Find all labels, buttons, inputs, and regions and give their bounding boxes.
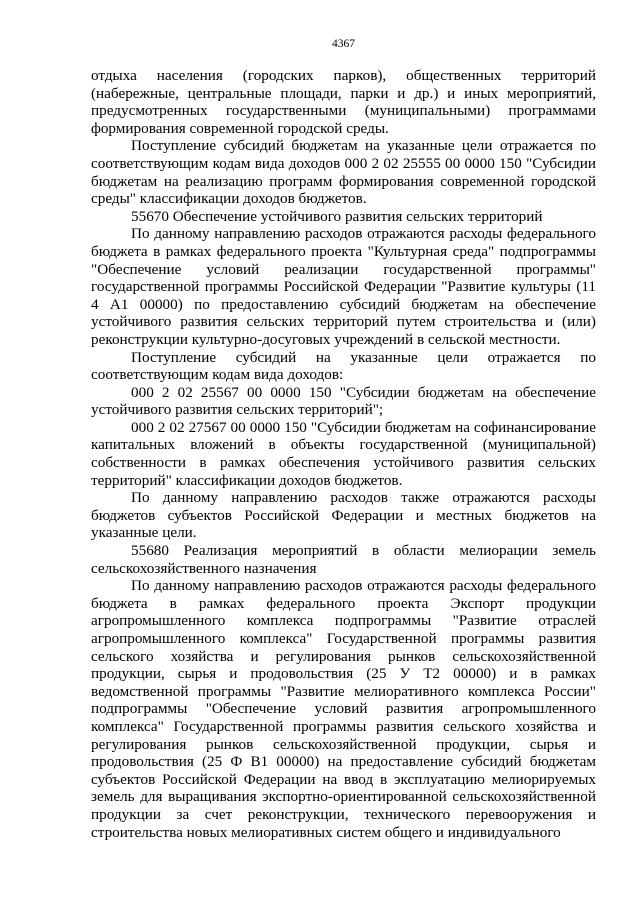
paragraph-5: Поступление субсидий на указанные цели отражается по соответствующим кодам вида доходов: [91, 348, 596, 384]
paragraph-1: отдыха населения (городских парков), общественных территорий (набережные, центральные площади, парки и др.) и иных мероприятий, предусмотренных государственными (муниципальными) программами формирования современной городской среды. [91, 67, 596, 137]
paragraph-6: 000 2 02 25567 00 0000 150 "Субсидии бюджетам на обеспечение устойчивого развития сельских территорий"; [91, 383, 596, 419]
paragraph-8: По данному направлению расходов также отражаются расходы бюджетов субъектов Российской Федерации и местных бюджетов на указанные цели. [91, 489, 596, 542]
paragraph-4: По данному направлению расходов отражаются расходы федерального бюджета в рамках федерального проекта "Культурная среда" подпрограммы "Обеспечение условий реализации государственной программы" государственной программы Российской Федерации "Развитие культуры (11 4 А1 00000) по предоставлению субсидий бюджетам на обеспечение устойчивого развития сельских территорий путем строительства и (или) реконструкции культурно-досуговых учреждений в сельской местности. [91, 225, 596, 348]
paragraph-7: 000 2 02 27567 00 0000 150 "Субсидии бюджетам на софинансирование капитальных вложений в объекты государственной (муниципальной) собственности в рамках обеспечения устойчивого развития сельских территорий" классификации доходов бюджетов. [91, 418, 596, 489]
section-heading-55680: 55680 Реализация мероприятий в области мелиорации земель сельскохозяйственного назначения [91, 542, 596, 577]
section-heading-55670: 55670 Обеспечение устойчивого развития сельских территорий [131, 207, 543, 225]
page-number: 4367 [332, 38, 355, 50]
paragraph-2: Поступление субсидий бюджетам на указанные цели отражается по соответствующим кодам вида доходов 000 2 02 25555 00 0000 150 "Субсидии бюджетам на реализацию программ формирования современной городской среды" классификации доходов бюджетов. [91, 137, 596, 208]
paragraph-10: По данному направлению расходов отражаются расходы федерального бюджета в рамках федерального проекта Экспорт продукции агропромышленного комплекса подпрограммы "Развитие отраслей агропромышленного комплекса" Государственной программы развития сельского хозяйства и регулирования рынков сельскохозяйственной продукции, сырья и продовольствия (25 У Т2 00000) и в рамках ведомственной программы "Развитие мелиоративного комплекса России" подпрограммы "Обеспечение условий развития агропромышленного комплекса" Государственной программы развития сельского хозяйства и регулирования рынков сельскохозяйственной продукции, сырья и продовольствия (25 Ф В1 00000) на предоставление субсидий бюджетам субъектов Российской Федерации на ввод в эксплуатацию мелиорируемых земель для выращивания экспортно-ориентированной сельскохозяйственной продукции за счет реконструкции, технического перевооружения и строительства новых мелиоративных систем общего и индивидуального [91, 577, 596, 841]
